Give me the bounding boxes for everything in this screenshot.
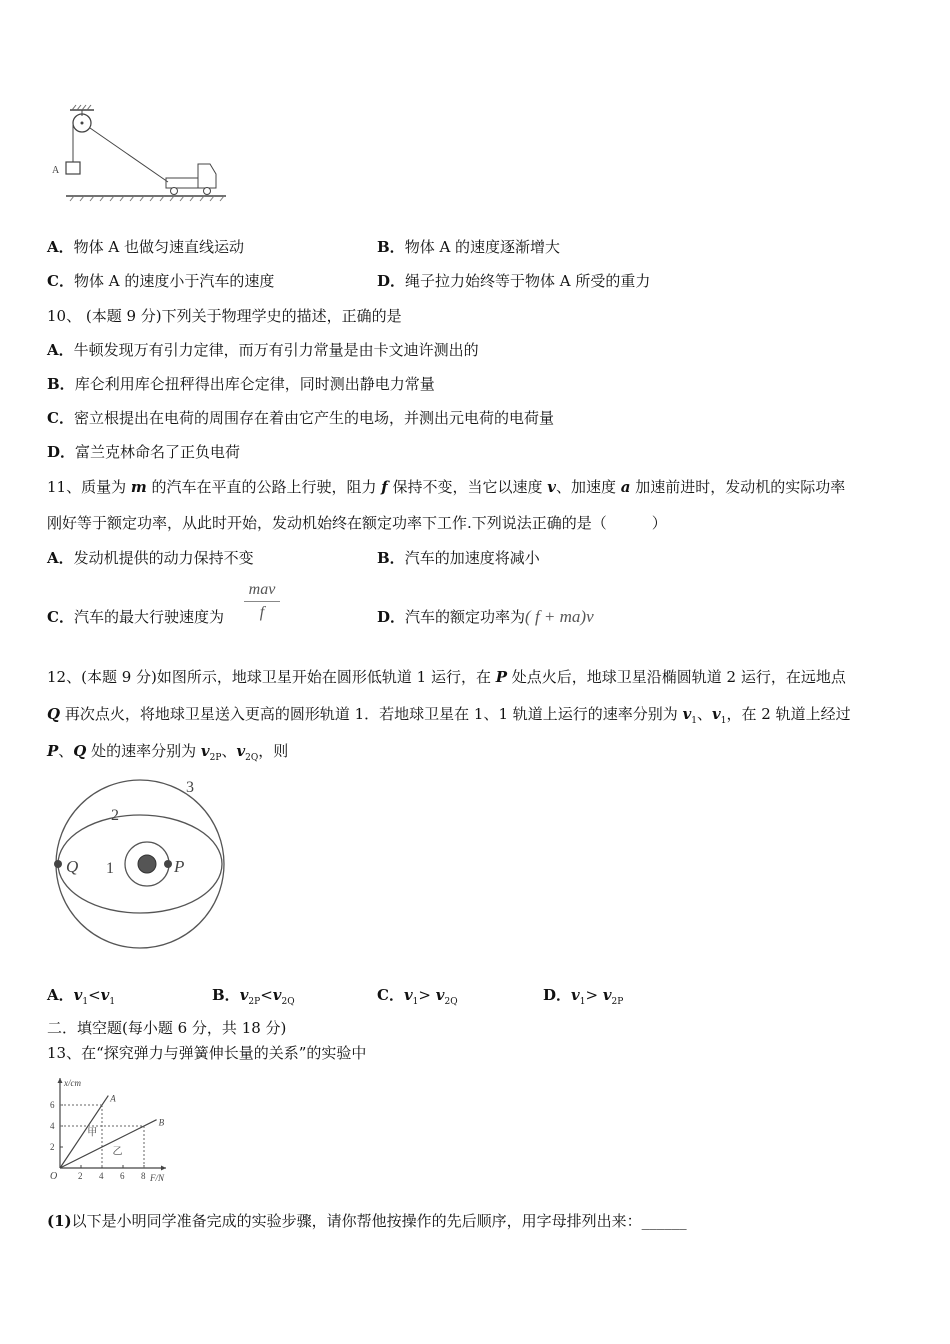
- series-line-B: [60, 1120, 157, 1168]
- region-label-jia: 甲: [87, 1127, 98, 1139]
- x-axis-arrow: [161, 1166, 166, 1171]
- q9-option-b: B．物体 A 的速度逐渐增大: [377, 238, 561, 256]
- series-label-B: B: [158, 1117, 165, 1128]
- x-tick-label: 4: [99, 1171, 104, 1181]
- series-label-A: A: [110, 1093, 116, 1104]
- x-tick-label: 6: [120, 1171, 125, 1181]
- y-axis-arrow: [58, 1078, 63, 1083]
- y-tick-label: 4: [50, 1121, 55, 1131]
- q12-option-c: C．$v_1> v_{2Q}$: [377, 986, 458, 1007]
- y-tick-label: 6: [50, 1100, 55, 1110]
- q12-stem-line1: 12、(本题 9 分)如图所示，地球卫星开始在圆形低轨道 1 运行，在 P 处点火后，地球卫星沿椭圆轨道 2 运行，在远地点: [47, 668, 846, 686]
- section-heading: 二．填空题(每小题 6 分，共 18 分): [47, 1019, 287, 1037]
- orbit-2-label: 2: [111, 807, 119, 824]
- earth: [138, 855, 156, 873]
- q12-option-d: D．$v_1> v_{2P}$: [543, 986, 624, 1007]
- q9-option-d: D．绳子拉力始终等于物体 A 所受的重力: [377, 272, 651, 290]
- p-label: P: [174, 857, 185, 876]
- fraction-denominator: f: [259, 604, 265, 621]
- q12-stem-line3: P、Q 处的速率分别为 $v_{2P}$、$v_{2Q}$，则: [47, 742, 289, 763]
- block-label: A: [52, 165, 60, 176]
- x-tick-label: 2: [78, 1171, 83, 1181]
- q10-option-d: D．富兰克林命名了正负电荷: [47, 443, 241, 461]
- answer-blank[interactable]: ______: [641, 1212, 687, 1230]
- region-label-yi: 乙: [112, 1146, 123, 1158]
- y-tick-label: 2: [50, 1142, 55, 1152]
- orbit-1-label: 1: [106, 860, 114, 877]
- q12-stem-line2: Q 再次点火，将地球卫星送入更高的圆形轨道 1．若地球卫星在 1、1 轨道上运行的速率分别为 $v_1$、$v_1$，在 2 轨道上经过: [47, 705, 851, 726]
- q11-option-d: D．汽车的额定功率为( f + ma)v: [377, 607, 594, 626]
- q9-option-c: C．物体 A 的速度小于汽车的速度: [47, 272, 275, 290]
- q11-option-a: A．发动机提供的动力保持不变: [47, 549, 254, 567]
- point-p: [164, 860, 172, 868]
- origin-label: O: [50, 1171, 58, 1182]
- q11-stem-line1: 11、质量为 m 的汽车在平直的公路上行驶，阻力 f 保持不变，当它以速度 v、加速度 a 加速前进时，发动机的实际功率: [47, 478, 846, 496]
- q10-option-b: B．库仑利用库仑扭秤得出库仑定律，同时测出静电力常量: [47, 375, 435, 393]
- q13-sub1: (1)以下是小明同学准备完成的实验步骤，请你帮他按操作的先后顺序，用字母排列出来：______: [47, 1212, 687, 1230]
- series-line-A: [60, 1096, 108, 1168]
- q11-option-b: B．汽车的加速度将减小: [377, 549, 540, 567]
- q10-option-a: A．牛顿发现万有引力定律，而万有引力常量是由卡文迪许测出的: [47, 341, 479, 359]
- y-axis-label: x/cm: [64, 1078, 81, 1088]
- pulley-truck-figure: [48, 104, 238, 204]
- q13-stem: 13、在“探究弹力与弹簧伸长量的关系”的实验中: [47, 1044, 367, 1062]
- fraction-numerator: mav: [248, 581, 276, 598]
- x-axis-label: F/N: [150, 1173, 165, 1183]
- point-q: [54, 860, 62, 868]
- q11-option-c: C．汽车的最大行驶速度为: [47, 608, 224, 626]
- q-label: Q: [66, 857, 79, 876]
- x-tick-label: 8: [141, 1171, 146, 1181]
- q12-option-b: B．$v_{2P}<v_{2Q}$: [212, 986, 295, 1007]
- orbit-3-label: 3: [186, 779, 194, 796]
- orbit-figure: [48, 775, 238, 965]
- q10-option-c: C．密立根提出在电荷的周围存在着由它产生的电场，并测出元电荷的电荷量: [47, 409, 554, 427]
- rated-power-formula: ( f + ma)v: [525, 607, 594, 626]
- q9-option-a: A．物体 A 也做匀速直线运动: [47, 238, 245, 256]
- q11-c-fraction: [242, 580, 282, 623]
- spring-chart: [46, 1070, 176, 1190]
- q11-stem-line2: 刚好等于额定功率，从此时开始，发动机始终在额定功率下工作.下列说法正确的是（ ）: [47, 514, 667, 532]
- q12-option-a: A．$v_1<v_1$: [47, 986, 116, 1007]
- q10-stem: 10、 (本题 9 分)下列关于物理学史的描述，正确的是: [47, 307, 402, 325]
